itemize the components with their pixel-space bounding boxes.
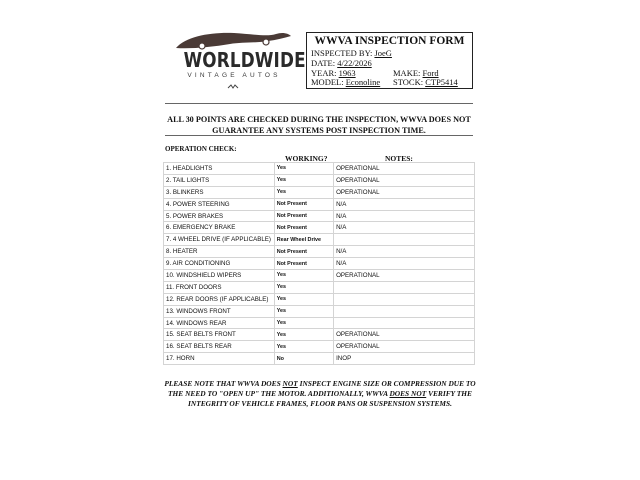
- footer-text-3: VERIFY THE INTEGRITY OF VEHICLE FRAMES, FLOOR PANS OR SUSPENSION SYSTEMS.: [188, 389, 472, 408]
- check-item: 13. WINDOWS FRONT: [164, 305, 275, 317]
- table-row: [164, 210, 475, 222]
- table-row: [164, 341, 475, 353]
- model-value: Econoline: [345, 77, 381, 87]
- notes-cell: [334, 234, 475, 246]
- notes-cell: OPERATIONAL: [334, 341, 475, 353]
- notice-line-1: ALL 30 POINTS ARE CHECKED DURING THE INSPECTION, WWVA DOES NOT: [167, 115, 471, 124]
- working-status: Yes: [274, 305, 333, 317]
- table-row: [164, 198, 475, 210]
- working-status: No: [274, 353, 333, 365]
- date-value: 4/22/2026: [337, 58, 372, 68]
- operation-check-table: [163, 162, 475, 365]
- working-status: Rear Wheel Drive: [274, 234, 333, 246]
- year-value: 1963: [338, 68, 356, 78]
- year-label: YEAR:: [311, 68, 337, 78]
- inspection-form-header: [306, 32, 473, 89]
- check-item: 12. REAR DOORS (IF APPLICABLE): [164, 293, 275, 305]
- notes-cell: N/A: [334, 210, 475, 222]
- logo-subtitle: VINTAGE AUTOS: [187, 72, 281, 79]
- notes-cell: OPERATIONAL: [334, 163, 475, 175]
- operation-check-label: OPERATION CHECK:: [165, 145, 237, 153]
- date-label: DATE:: [311, 58, 336, 68]
- check-item: 15. SEAT BELTS FRONT: [164, 329, 275, 341]
- table-row: [164, 293, 475, 305]
- notes-cell: OPERATIONAL: [334, 186, 475, 198]
- check-item: 6. EMERGENCY BRAKE: [164, 222, 275, 234]
- inspected-by-label: INSPECTED BY:: [311, 48, 373, 58]
- working-status: Not Present: [274, 210, 333, 222]
- working-status: Yes: [274, 163, 333, 175]
- stock-value: CTP5414: [425, 77, 458, 87]
- notes-cell: OPERATIONAL: [334, 329, 475, 341]
- notes-cell: [334, 293, 475, 305]
- make-value: Ford: [422, 68, 439, 78]
- working-status: Yes: [274, 329, 333, 341]
- check-item: 7. 4 WHEEL DRIVE (IF APPLICABLE): [164, 234, 275, 246]
- divider-top: [165, 103, 473, 104]
- working-status: Not Present: [274, 246, 333, 258]
- table-row: [164, 246, 475, 258]
- car-silhouette-icon: [172, 26, 294, 50]
- table-row: [164, 186, 475, 198]
- working-column-header: WORKING?: [285, 154, 328, 163]
- check-item: 14. WINDOWS REAR: [164, 317, 275, 329]
- check-item: 17. HORN: [164, 353, 275, 365]
- form-title: WWVA INSPECTION FORM: [314, 35, 465, 47]
- table-row: [164, 281, 475, 293]
- working-status: Yes: [274, 293, 333, 305]
- table-row: [164, 163, 475, 175]
- table-row: [164, 234, 475, 246]
- check-item: 5. POWER BRAKES: [164, 210, 275, 222]
- notes-cell: [334, 317, 475, 329]
- footer-disclaimer: [158, 379, 482, 409]
- check-item: 16. SEAT BELTS REAR: [164, 341, 275, 353]
- notice-line-2: GUARANTEE ANY SYSTEMS POST INSPECTION TIME.: [212, 126, 426, 135]
- check-item: 11. FRONT DOORS: [164, 281, 275, 293]
- notes-cell: [334, 281, 475, 293]
- notes-column-header: NOTES:: [385, 154, 413, 163]
- notes-cell: OPERATIONAL: [334, 270, 475, 282]
- table-row: [164, 258, 475, 270]
- notes-cell: [334, 305, 475, 317]
- notes-cell: N/A: [334, 246, 475, 258]
- notes-cell: INOP: [334, 353, 475, 365]
- check-item: 10. WINDSHIELD WIPERS: [164, 270, 275, 282]
- footer-text-2: INSPECT ENGINE SIZE OR COMPRESSION DUE TO THE NEED TO "OPEN UP" THE MOTOR. ADDITIONALLY, WWVA: [168, 379, 476, 398]
- inspected-by-value: JoeG: [374, 48, 392, 58]
- notes-cell: N/A: [334, 222, 475, 234]
- date-line: [311, 58, 372, 68]
- check-item: 1. HEADLIGHTS: [164, 163, 275, 175]
- table-row: [164, 222, 475, 234]
- table-row: [164, 270, 475, 282]
- notes-cell: N/A: [334, 198, 475, 210]
- check-item: 8. HEATER: [164, 246, 275, 258]
- table-row: [164, 305, 475, 317]
- model-label: MODEL:: [311, 77, 344, 87]
- check-item: 4. POWER STEERING: [164, 198, 275, 210]
- working-status: Yes: [274, 270, 333, 282]
- table-row: [164, 317, 475, 329]
- table-row: [164, 353, 475, 365]
- logo-wordmark: WORLDWIDE: [183, 48, 306, 72]
- working-status: Yes: [274, 186, 333, 198]
- notes-cell: N/A: [334, 258, 475, 270]
- check-item: 3. BLINKERS: [164, 186, 275, 198]
- table-row: [164, 174, 475, 186]
- check-item: 2. TAIL LIGHTS: [164, 174, 275, 186]
- working-status: Not Present: [274, 258, 333, 270]
- inspected-by-line: [311, 48, 392, 58]
- working-status: Yes: [274, 317, 333, 329]
- notes-cell: OPERATIONAL: [334, 174, 475, 186]
- footer-not-1: NOT: [282, 379, 298, 388]
- stock-label: STOCK:: [393, 77, 424, 87]
- working-status: Yes: [274, 341, 333, 353]
- table-row: [164, 329, 475, 341]
- inspection-notice: [160, 114, 478, 136]
- working-status: Not Present: [274, 198, 333, 210]
- working-status: Yes: [274, 281, 333, 293]
- stock-line: [393, 77, 458, 87]
- worldwide-vintage-autos-logo: [172, 26, 306, 96]
- model-line: [311, 77, 380, 87]
- check-item: 9. AIR CONDITIONING: [164, 258, 275, 270]
- make-label: MAKE:: [393, 68, 421, 78]
- working-status: Not Present: [274, 222, 333, 234]
- divider-bottom: [165, 135, 473, 136]
- footer-does-not: DOES NOT: [389, 389, 427, 398]
- working-status: Yes: [274, 174, 333, 186]
- footer-text-1: PLEASE NOTE THAT WWVA DOES: [164, 379, 283, 388]
